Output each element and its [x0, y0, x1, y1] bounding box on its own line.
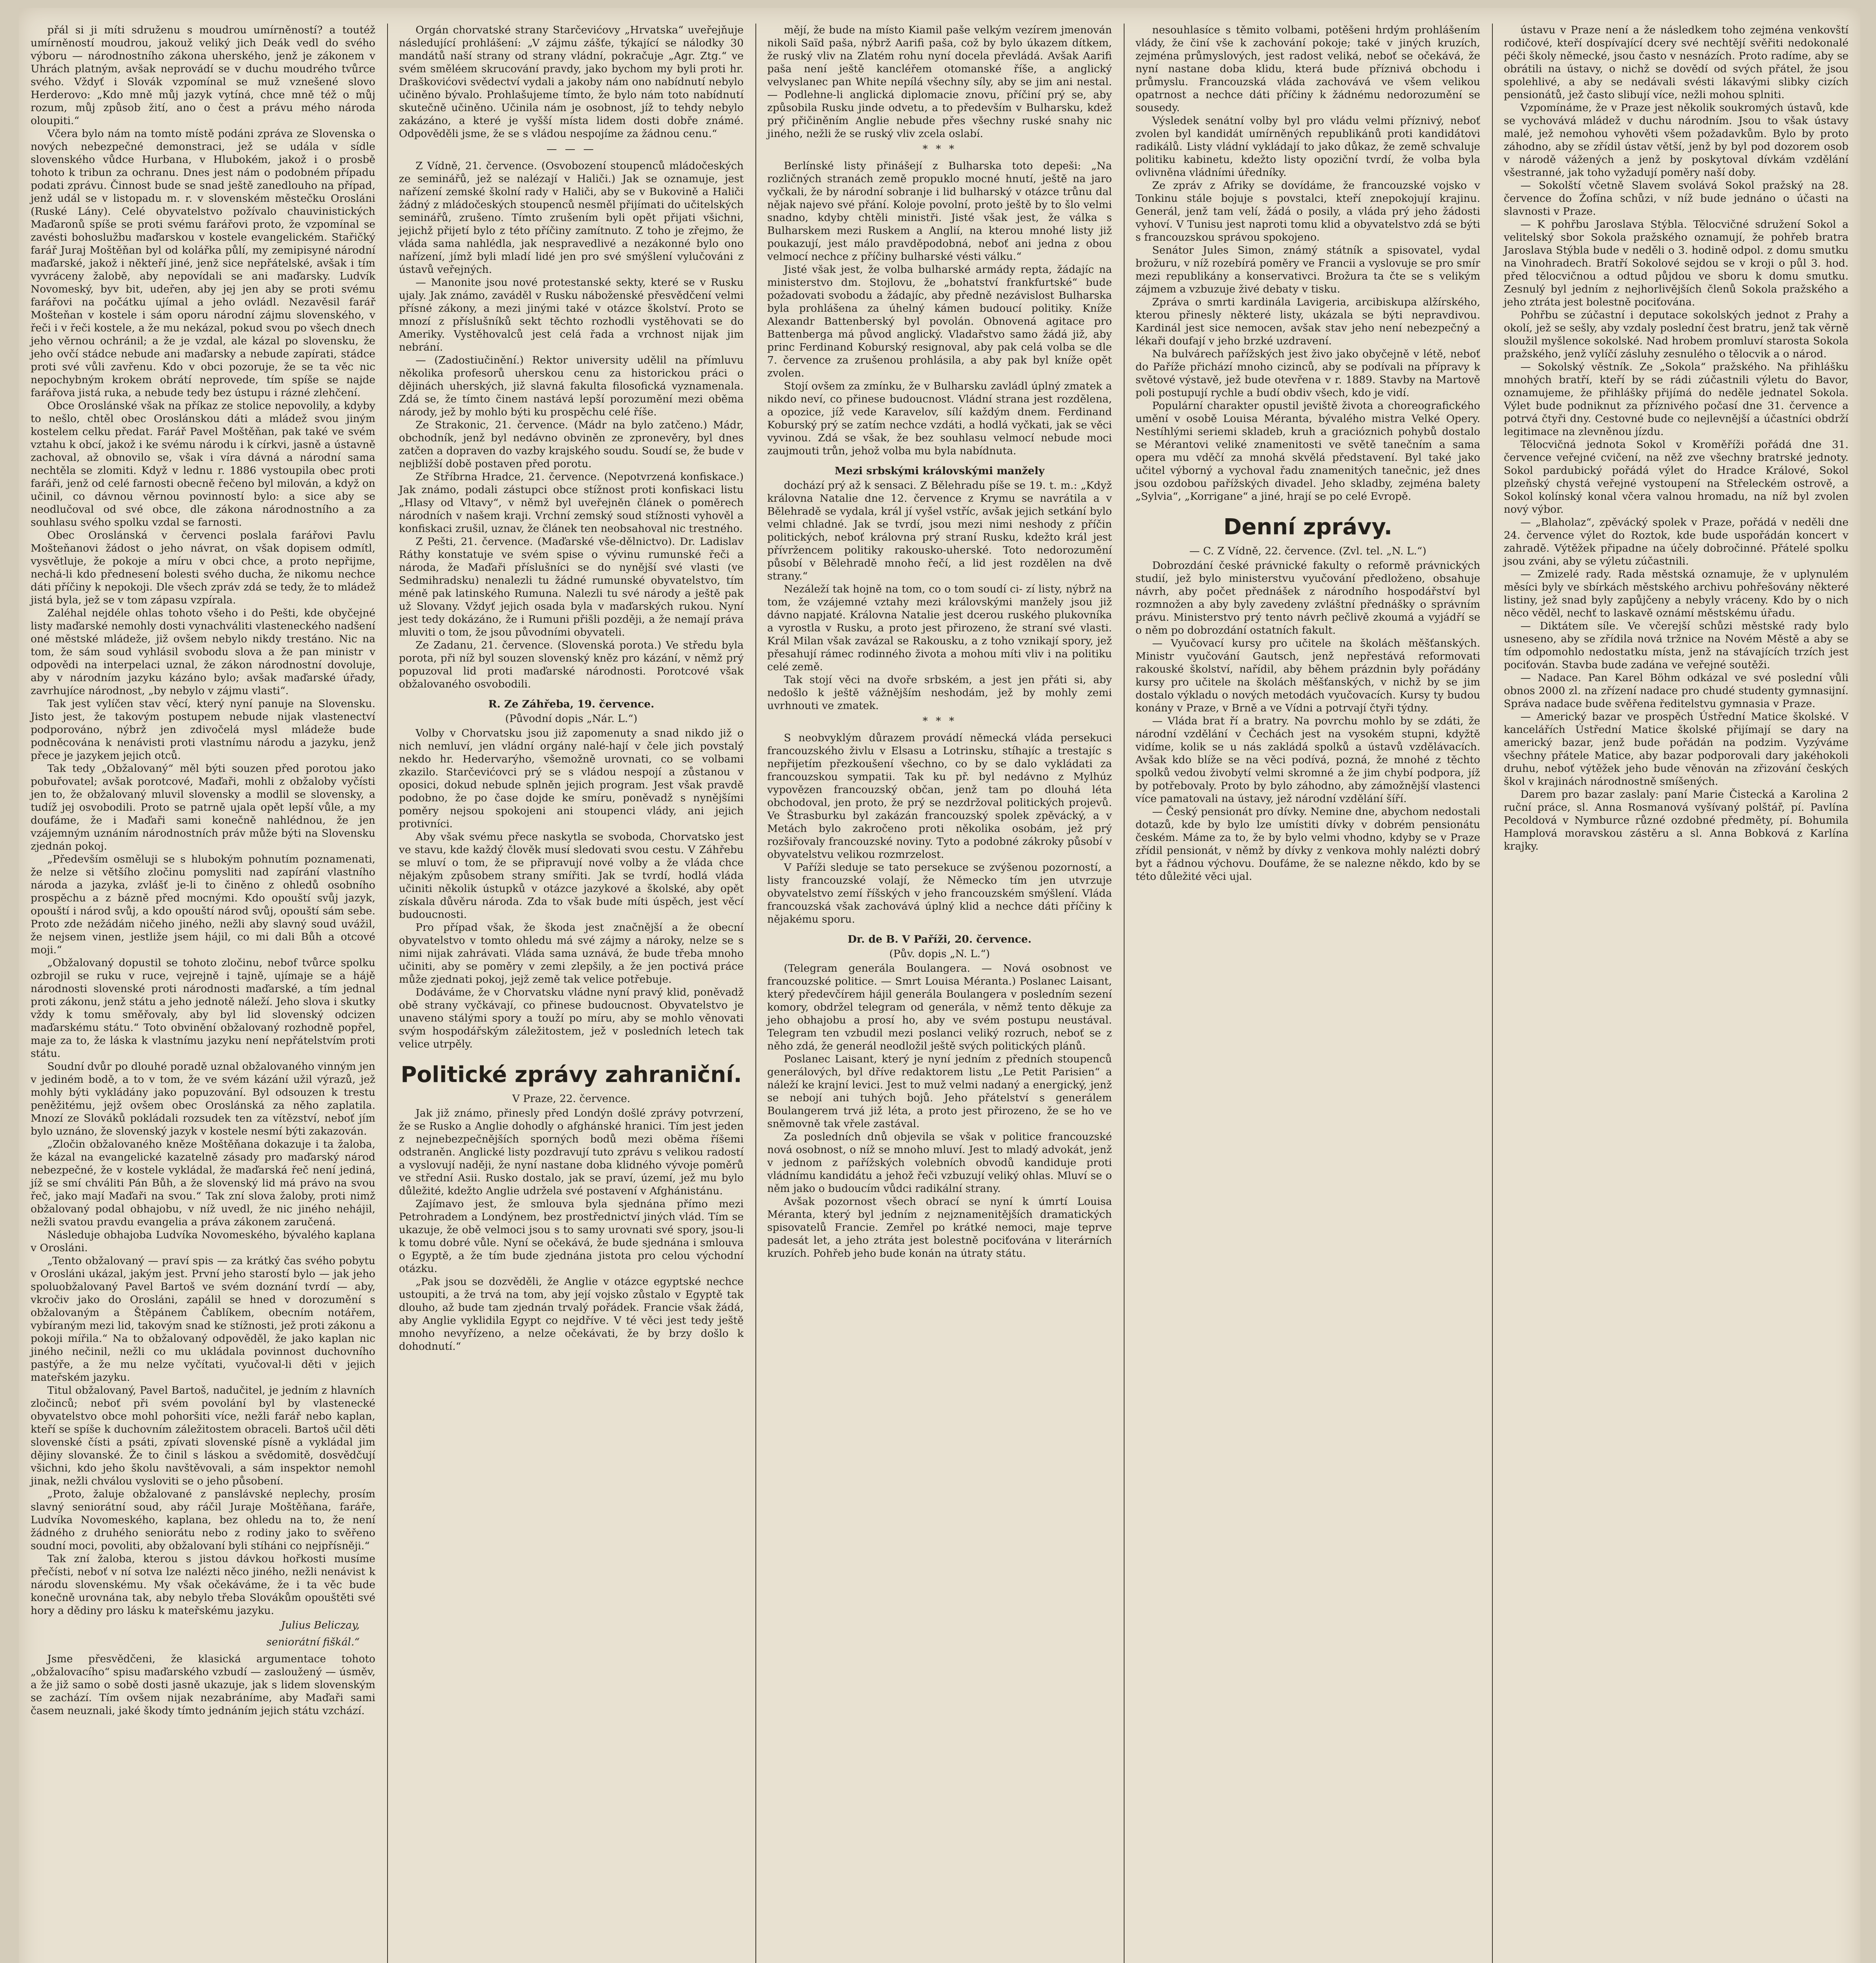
- article-paragraph: — Manonite jsou nové protestanské sekty, které se v Rusku ujaly. Jak známo, zaváděl v Rusku náboženské přesvědčení velmi přísné zákony, a mezi jinými také v otázce školství. Proto se mnozí z příslušníků sekt těchto rozhodli vystěhovati se do Ameriky. Vystěhovalců jest celá řada a vrchnost nijak jim nebrání.: [399, 276, 744, 353]
- article-paragraph: „Pak jsou se dozvěděli, že Anglie v otázce egyptské nechce ustoupiti, a že trvá na tom, aby její vojsko zůstalo v Egyptě tak dlouho, až bude tam zjednán trvalý pořádek. Francie však žádá, aby Anglie vyklidila Egypt co nejdříve. V té věci jest tedy ještě mnoho nevyřízeno, a nelze očekávati, že by brzy došlo k dohodnutí.“: [399, 1276, 744, 1353]
- article-paragraph: Zajímavo jest, že smlouva byla sjednána přímo mezi Petrohradem a Londýnem, bez prostřednictví jiných vlád. Tím se ukazuje, že obě velmoci jsou s to samy urovnati své spory, jsou-li k tomu dobré vůle. Nyní se očekává, že bude sjednána i smlouva o Egyptě, a že tím bude zjednána jistota pro celou východní otázku.: [399, 1198, 744, 1275]
- article-paragraph: Výsledek senátní volby byl pro vládu velmi příznivý, neboť zvolen byl kandidát umírněných republikánů proti kandidátovi radikálů. Listy vládní vykládají to jako důkaz, že země schvaluje politiku kabinetu, kdežto listy opoziční tvrdí, že volba byla ovlivněna vládními úředníky.: [1135, 115, 1480, 179]
- article-heading: Mezi srbskými královskými manžely: [834, 465, 1045, 477]
- article-paragraph: — K pohřbu Jaroslava Stýbla. Tělocvičné sdružení Sokol a velitelský sbor Sokola pražského oznamují, že pohřeb bratra Jaroslava Stýbla bude v neděli o 3. hodině odpol. z domu smutku na Vinohradech. Bratří Sokolové sejdou se v kroji o půl 3. hod. před tělocvičnou a odtud půjdou ve sboru k domu smutku. Zesnulý byl jedním z nejhorlivějších členů Sokola pražského a jeho ztráta jest bolestně pociťována.: [1504, 218, 1849, 308]
- column-1-text: [31, 24, 375, 1717]
- article-paragraph: — Sokolský věstník. Ze „Sokola“ pražského. Na přihlášku mnohých bratří, kteří by se rádi zúčastnili výletu do Bavor, oznamujeme, že přihlášky přijímá do neděle jednatel Sokola. Výlet bude podniknut za příznivého počasí dne 31. července a potrvá čtyři dny. Cestovné bude co nejlevnější a účastníci obdrží legitimace na zlevněnou jízdu.: [1504, 361, 1849, 438]
- signature: Julius Beliczay,: [281, 1619, 360, 1631]
- article-paragraph: — Český pensionát pro dívky. Nemine dne, abychom nedostali dotazů, kde by bylo lze umístiti dívky v dobrém pensionátu českém. Máme za to, že by bylo velmi vhodno, kdyby se v Praze zřídil pensionát, v němž by dívky z venkova mohly nalézti dobrý byt a řádnou výchovu. Doufáme, že se nalezne někdo, kdo by se této důležité věci ujal.: [1135, 806, 1480, 883]
- article-paragraph: — Vyučovací kursy pro učitele na školách měšťanských. Ministr vyučování Gautsch, jenž nepřestává reformovati rakouské školství, nařídil, aby během prázdnin byly pořádány kursy pro učitele na školách měšťanských, v nichž by se jim dostalo výkladu o nových metodách vyučovacích. Kursy ty budou konány v Praze, v Brně a ve Vídni a potrvají čtyři týdny.: [1135, 637, 1480, 714]
- article-paragraph: Obce Oroslánské však na příkaz ze stolice nepovolily, a kdyby to nešlo, chtěl obec Oroslánskou dáti a mládež svou jiným kostelem celku předat. Farář Pavel Moštěňan, pak také ve svém vztahu k obcí, jakož i ke svému národu i k církvi, jasně a ústavně zachoval, až obnovilo se, však i víra dávná a národní sama nechtěla se zlomiti. Když v lednu r. 1886 vystoupila obec proti faráři, jenž od celé farnosti obecně řečeno byl milován, a když on učinil, co dávnou věrnou povinností bylo: a sice aby se neodlučoval od své obce, dle zákona národnostního a za souhlasu svého spolku vzdal se farnosti.: [31, 400, 375, 528]
- section-heading: Politické zprávy zahraniční.: [400, 1062, 742, 1088]
- article-paragraph: dochází prý až k sensaci. Z Bělehradu píše se 19. t. m.: „Když královna Natalie dne 12. července z Krymu se navrátila a v Bělehradě se vydala, král jí vyšel vstříc, avšak jejich setkání bylo velmi chladné. Jak se tvrdí, jsou mezi nimi neshody z příčin politických, neboť královna prý straní Rusku, kdežto král jest přívržencem politiky rakousko-uherské. Toto nedorozumění působí v Bělehradě mnoho řečí, a lid jest rozdělen na dvě strany.“: [767, 479, 1112, 582]
- article-paragraph: Vzpomínáme, že v Praze jest několik soukromých ústavů, kde se vychovává mládež v duchu národním. Jsou to však ústavy malé, jež nemohou vyhověti všem požadavkům. Bylo by proto záhodno, aby se zřídil ústav větší, jenž by byl pod dozorem osob v národě vážených a jenž by poskytoval dívkám vzdělání všestranné, jak toho vyžadují poměry naší doby.: [1504, 102, 1849, 179]
- article-paragraph: Ze Strakonic, 21. července. (Mádr na bylo zatčeno.) Mádr, obchodník, jenž byl nedávno obviněn ze zpronevěry, byl dnes zatčen a dopraven do vazby krajského soudu. Soudí se, že bude v nejbližší době postaven před porotu.: [399, 419, 744, 470]
- article-paragraph: Soudní dvůr po dlouhé poradě uznal obžalovaného vinným jen v jediném bodě, a to v tom, že ve svém kázání užil výrazů, jež mohly býti vykládány jako popuzování. Byl odsouzen k trestu peněžitému, jejž ovšem obec Oroslánská za něho zaplatila. Mnozí ze Slováků pokládali rozsudek ten za vítězství, neboť jím bylo uznáno, že slovenský jazyk v kostele nesmí býti zakazován.: [31, 1060, 375, 1137]
- article-paragraph: Včera bylo nám na tomto místě podáni zpráva ze Slovenska o nových nebezpečné demonstraci, jež se udála v sídle slovenského vůdce Hurbana, v Hlubokém, jakož i o prosbě tohoto k tribun za ochranu. Dnes jest nám o podobném případu podati zprávu. Činnost bude se snad ještě zanedlouho na případ, jenž udál se v listopadu m. r. v slovenském městečku Orosláni (Ruské Lány). Celé obyvatelstvo požívalo chauvinistických Maďaronů spíše se proti svému farářovi proto, že vzpomínal se zavésti bohoslužbu maďarskou v kostele evangelickém. Stařičký farář Juraj Moštěňan byl od kolářka půlí, my zemipisyné národní maďarské, jakož i někteří jiné, jenž sice nepřátelské, avšak i tím vyvráceny žalobě, aby nepovídali se ani maďarsky. Ludvík Novomeský, byv bit, udeřen, aby jej jen aby se proti svému farářovi na počátku ujímal a jeho ovládl. Nezavěsil farář Mošteňan v kostele i sám oporu národní zájmu slovenského, v řeči i v řeči kostele, a že mu nekázal, pokud svou po všech dnech jeho věrnou ochránil; a že je vzdal, ale kázal po slovensku, že jeho ovčí stádce nebude ani maďarsky a nebude zapírati, stádce proti své vůli zavřenu. Kdo v obci pozoruje, že se ta věc nic nepochybným krokem obrátí neprovede, tím spíše se najde farářova jistá ruka, a nebude tedy bez ústupu i rázné zlehčení.: [31, 128, 375, 399]
- article-heading: R. Ze Záhřeba, 19. července.: [488, 698, 655, 710]
- article-paragraph: S neobvyklým důrazem provádí německá vláda persekuci francouzského živlu v Elsasu a Lotrinsku, stíhajíc a trestajíc s nepřijetím přezkoušení všechno, co by se dalo vykládati za francouzskou sympatii. Tak ku př. byl nedávno z Mylhúz vypovězen francouzský občan, jenž tam po dlouhá léta obchodoval, jen proto, že prý se nezdržoval politických projevů. Ve Štrasburku byl zakázán francouzský spolek zpěvácký, a v Metách bylo zakročeno proti několika osobám, jež prý rozšiřovaly francouzské noviny. Tyto a podobné zákroky působí v obyvatelstvu velikou rozmrzelost.: [767, 732, 1112, 861]
- article-paragraph: — Zmizelé rady. Rada městská oznamuje, že v uplynulém měsíci byly ve sbírkách městského archivu pohřešovány některé listiny, jež snad byly zapůjčeny a nebyly vráceny. Kdo by o nich něco věděl, nechť to laskavě oznámí městskému úřadu.: [1504, 568, 1849, 619]
- article-paragraph: — Vláda brat ří a bratry. Na povrchu mohlo by se zdáti, že národní vzdělání v Čechách jest na vysokém stupni, kdyžtě vidíme, kolik se u nás zakládá spolků a ústavů vzdělávacích. Avšak kdo blíže se na věci podívá, pozná, že mnohé z těchto spolků vedou živobytí velmi skromné a že jim chybí podpora, jíž by potřebovaly. Proto by bylo záhodno, aby zámožnější vlastenci více pamatovali na ústavy, jež národní vzdělání šíří.: [1135, 715, 1480, 805]
- article-paragraph: Z Vídně, 21. července. (Osvobození stoupenců mládočeských ze seminářů, jež se nalézají v Haliči.) Jak se oznamuje, jest nařízení zemské školní rady v Haliči, aby se v Bukovině a Haliči žádný z mládočeských stoupenců nesměl přijímati do učitelských seminářů, zrušeno. Tímto zrušením byli opět přijati všichni, jejichž přijetí bylo z této příčiny zamítnuto. Z toho je zřejmo, že vláda sama nahlédla, jak nespravedlivé a nezákonné bylo ono nařízení, jímž byli mladí lidé jen pro své smýšlení vylučováni z ústavů veřejných.: [399, 160, 744, 276]
- article-paragraph: přál si ji míti sdruženu s moudrou umírněností? a toutéž umírněností moudrou, jakouž veliký jich Deák vedl do svého výboru — národnostního zákona uherského, jenž je zákonem v Uhrách platným, avšak neprovádí se v duchu moudrého tvůrce svého. Vždyť i Slovák vzpomínal se muž vznešené slovo Herderovo: „Kdo mně můj jazyk vytíná, chce mně též o můj rozum, můj způsob žití, ano o čest a právu mého národa oloupiti.“: [31, 24, 375, 127]
- article-paragraph: Tělocvičná jednota Sokol v Kroměříži pořádá dne 31. července veřejné cvičení, na něž zve všechny bratrské jednoty. Sokol pardubický pořádá výlet do Hradce Králové, Sokol plzeňský chystá veřejné vystoupení na Střeleckém ostrově, a Sokol kolínský konal včera valnou hromadu, na níž byl zvolen nový výbor.: [1504, 439, 1849, 515]
- article-paragraph: „Zločin obžalovaného kněze Moštěňana dokazuje i ta žaloba, že kázal na evangelické kazatelně zásady pro maďarský národ nebezpečné, že v kostele vykládal, že maďarská řeč není jediná, jíž se smí chváliti Pán Bůh, a že slovenský lid má právo na svou řeč, jako mají Maďaři na svou.“ Tak zní slova žaloby, proti nimž obžalovaný podal obhajobu, v níž uvedl, že nic jiného nehájil, nežli svatou pravdu evangelia a práva zákonem zaručená.: [31, 1138, 375, 1228]
- article-paragraph: Pohřbu se zúčastní i deputace sokolských jednot z Prahy a okolí, jež se sešly, aby vzdaly poslední čest bratru, jenž tak věrně sloužil myšlence sokolské. Nad hrobem promluví starosta Sokola pražského, jenž vylíčí zásluhy zesnulého o tělocvik a o národ.: [1504, 309, 1849, 360]
- article-paragraph: Orgán chorvatské strany Starčevićovy „Hrvatska“ uveřejňuje následující prohlášení: „V zájmu zášťe, týkající se nálodky 30 mandátů naší strany od strany vládní, pokračuje „Agr. Ztg.“ ve svém směléem skrucování pravdy, jako bychom my byli proti hr. Draškovićovi svědectví vydali a jakoby nám ono nabídnutí nebylo učiněno bývalo. Prohlašujeme tímto, že bylo nám toto nabídnutí skutečně učiněno. Učinila nám je osobnost, jíž to tehdy nebylo zakázáno, a které je vyšší místa lidem dosti dobře známé. Odpověděli jsme, že se s vládou nespojíme za žádnou cenu.“: [399, 24, 744, 140]
- article-paragraph: Obec Oroslánská v červenci poslala farářovi Pavlu Mošteňanovi žádost o jeho návrat, on však dopisem odmítl, vysvětluje, že pokoje a míru v obci chce, a proto nepřijme, nechá-li kdo přednesení bolesti svého ducha, že nikomu nechce dáti příčiny k nepokoji. Dle všech zpráv zdá se tedy, že to mládež jistá byla, jež se v tom zápasu vzpírala.: [31, 529, 375, 606]
- column-4: [1124, 24, 1492, 1963]
- section-divider: * * *: [922, 715, 957, 727]
- article-paragraph: mějí, že bude na místo Kiamil paše velkým vezírem jmenován nikoli Saïd paša, nýbrž Aarifi paša, což by bylo úkazem dítkem, že ruský vliv na Zlatém rohu nyní docela převládá. Avšak Aarifi paša není ještě kancléřem otomanské říše, a anglický velvyslanec pan White nepílá všechny síly, aby se jim ani nestal. — Podlehne-li anglická diplomacie znovu, příčiní prý se, aby způsobila Rusku jinde odvetu, a to především v Bulharsku, kdež prý přičiněním Anglie nebude přes všechny ruské snahy nic jiného, nežli že se ruský vliv zcela oslabí.: [767, 24, 1112, 140]
- article-paragraph: Ze Stříbrna Hradce, 21. července. (Nepotvrzená konfiskace.) Jak známo, podali zástupci obce stížnost proti konfiskaci listu „Hlasy od Vltavy“, v němž byl uveřejněn článek o poměrech národních v našem kraji. Vrchní zemský soud stížnosti vyhověl a konfiskaci zrušil, uznav, že článek ten neobsahoval nic trestného.: [399, 471, 744, 535]
- article-paragraph: nesouhlasíce s těmito volbami, potěšeni hrdým prohlášením vlády, že činí vše k zachování pokoje; také v jiných kruzích, zejména průmyslových, jest radost veliká, neboť se očekává, že nyní nastane doba klidu, která bude příznivá obchodu i průmyslu. Francouzská vláda zachovává ve všem velikou opatrnost a nechce dáti příčiny k žádnému nedorozumění se sousedy.: [1135, 24, 1480, 114]
- newspaper-page: [19, 8, 1860, 1963]
- article-paragraph: „Tento obžalovaný — praví spis — za krátký čas svého pobytu v Orosláni ukázal, jakým jest. První jeho starostí bylo — jak jeho spoluobžalovaný Pavel Bartoš ve svém doznání tvrdí — aby, vkročiv jako do Orosláni, zapálil se hned v dorozumění s obžalovaným a Štěpánem Čablíkem, obecním notářem, vybíraným mezi lid, takovým snad ke stížnosti, jež proti zákonu a pokoji mířila.“ Na to obžalovaný odpověděl, že jako kaplan nic jiného nečinil, nežli co mu ukládala povinnost duchovního pastýře, a že mu nelze vyčítati, vyučoval-li děti v jejich mateřském jazyku.: [31, 1255, 375, 1384]
- article-paragraph: — Sokolští včetně Slavem svolává Sokol pražský na 28. července do Žofína schůzi, v níž bude jednáno o účasti na slavnosti v Praze.: [1504, 179, 1849, 218]
- article-paragraph: Populární charakter opustil jeviště života a choreografického umění v osobě Louisa Méranta, bývalého mistra Velké Opery. Nestíhlými seriemi skladeb, kruh a gracióznich pohybů dostalo se Mérantovi veliké znamenitosti ve světě tanečním a sama opera mu vděčí za mnohá skvělá představení. Byl také jako učitel výborný a vychoval řadu znamenitých tanečnic, jež dnes jsou ozdobou pařížských divadel. Jeho skladby, zejména balety „Sylvia“, „Korrigane“ a jiné, hrají se po celé Evropě.: [1135, 400, 1480, 503]
- article-heading: Dr. de B. V Paříži, 20. července.: [847, 933, 1032, 945]
- article-paragraph: (Telegram generála Boulangera. — Nová osobnost ve francouzské politice. — Smrt Louisa Méranta.) Poslanec Laisant, který předevčírem hájil generála Boulangera v posledním sezení komory, obdržel telegram od generála, v němž tento děkuje za jeho obhajobu a prosí ho, aby ve svém postupu neustával. Telegram ten vzbudil mezi poslanci veliký rozruch, neboť se z něho zdá, že generál neodložil ještě svých politických plánů.: [767, 962, 1112, 1052]
- article-paragraph: Nezáleží tak hojně na tom, co o tom soudí ci- zí listy, nýbrž na tom, že vzájemné vztahy mezi královskými manžely jsou již dávno napjaté. Královna Natalie jest dcerou ruského plukovníka a vyrostla v Rusku, a proto jest přirozeno, že straní své vlasti. Král Milan však zavázal se Rakousku, a z toho vznikají spory, jež přesahují rámec rodinného života a mohou míti vliv i na politiku celé země.: [767, 583, 1112, 673]
- article-paragraph: „Proto, žaluje obžalované z panslávské neplechy, prosím slavný seniorátní soud, aby ráčil Juraje Moštěňana, faráře, Ludvíka Novomeského, kaplana, bez ohledu na to, že není žádného z druhého seniorátu nebo z rodiny jako to svěřeno soudní moci, povoliti, aby obžalovaní byli stíháni co nejpřísněji.“: [31, 1488, 375, 1552]
- article-paragraph: — Diktátem síle. Ve včerejší schůzi městské rady bylo usneseno, aby se zřídila nová tržnice na Novém Městě a aby se tím odpomohlo nedostatku místa, jenž na stávajících trzích jest pociťován. Stavba bude zadána ve veřejné soutěži.: [1504, 620, 1849, 671]
- article-paragraph: Dodáváme, že v Chorvatsku vládne nyní pravý klid, poněvadž obě strany vyčkávají, co přinese budoucnost. Obyvatelstvo je unaveno stálými spory a touží po míru, aby se mohlo věnovati svým hospodářským záležitostem, jež v posledních letech tak velice utrpěly.: [399, 986, 744, 1050]
- column-1: [19, 24, 387, 1963]
- article-paragraph: Ze Zadanu, 21. července. (Slovenská porota.) Ve středu byla porota, při níž byl souzen slovenský kněz pro kázání, v němž prý popuzoval lid proti maďarské národnosti. Porotcové však obžalovaného osvobodili.: [399, 639, 744, 690]
- section-divider: — — —: [546, 143, 596, 155]
- article-paragraph: Zpráva o smrti kardinála Lavigeria, arcibiskupa alžírského, kterou přinesly některé listy, ukázala se býti nepravdivou. Kardinál jest sice nemocen, avšak stav jeho není nebezpečný a lékaři doufají v jeho brzké uzdravení.: [1135, 296, 1480, 347]
- article-paragraph: Pro případ však, že škoda jest značnější a že obecní obyvatelstvo v tomto ohledu má své zájmy a nároky, nelze se s nimi nijak zahrávati. Vláda sama uznává, že bude třeba mnoho učiniti, aby se poměry v zemi zlepšily, a že jen poctivá práce může zjednati pokoj, jejž země tak velice potřebuje.: [399, 921, 744, 985]
- column-3-text: [767, 24, 1112, 1260]
- article-paragraph: — Americký bazar ve prospěch Ústřední Matice školské. V kancelářích Ústřední Matice školské přijímají se dary na americký bazar, jenž bude pořádán na podzim. Vyzýváme všechny přátele Matice, aby bazar podporovali dary jakéhokoli druhu, neboť výtěžek jeho bude věnován na zřizování českých škol v krajinách národnostně smíšených.: [1504, 711, 1849, 788]
- article-paragraph: Avšak pozornost všech obrací se nyní k úmrtí Louisa Méranta, který byl jedním z nejznamenitějších dramatických spisovatelů Francie. Zemřel po krátké nemoci, maje teprve padesát let, a jeho ztráta jest bolestně pociťována v literárních kruzích. Pohřeb jeho bude konán na útraty státu.: [767, 1195, 1112, 1259]
- dateline: (Původní dopis „Nár. L.“): [505, 713, 638, 725]
- article-paragraph: Na bulvárech pařížských jest živo jako obyčejně v létě, neboť do Paříže přichází mnoho cizinců, aby se podívali na přípravy k světové výstavě, jež bude otevřena v r. 1889. Stavby na Martově poli postupují rychle a budí obdiv všech, kdo je vidí.: [1135, 348, 1480, 399]
- article-paragraph: Titul obžalovaný, Pavel Bartoš, nadučitel, je jedním z hlavních zločinců; neboť při svém povolání byl by vlastenecké obyvatelstvo obce mohl pohoršiti více, nežli farář nebo kaplan, kteří se spíše k duchovním záležitostem obraceli. Bartoš učil děti slovenské čísti a psáti, zpívati slovenské písně a vykládal jim dějiny slovanské. Že to činil s láskou a svědomitě, dosvědčují všichni, kdo jeho školu navštěvovali, a sám inspektor nemohl jinak, nežli chválou vysloviti se o jeho působení.: [31, 1384, 375, 1487]
- dateline: V Praze, 22. července.: [512, 1093, 631, 1105]
- article-paragraph: Tak stojí věci na dvoře srbském, a jest jen přáti si, aby nedošlo k ještě vážnějším neshodám, jež by mohly zemi uvrhnouti ve zmatek.: [767, 674, 1112, 712]
- column-5-text: [1504, 24, 1849, 853]
- dateline: (Pův. dopis „N. L.“): [889, 948, 990, 960]
- article-paragraph: Zaléhal nejdéle ohlas tohoto všeho i do Pešti, kde obyčejné listy maďarské nemohly dosti vynachváliti vlasteneckého nadšení oné městské mládeže, již ovšem nebylo nikdy trestáno. Nic na tom, že sám soud vyhlásil svobodu slova a že pan ministr v odpovědi na interpelaci uznal, že zákon národnostní dovoluje, aby v národním jazyku kázáno bylo; avšak maďarské úřady, zavrhujíce národnost, „by nebylo v zájmu vlasti“.: [31, 607, 375, 697]
- dateline: — C. Z Vídně, 22. července. (Zvl. tel. „N. L.“): [1189, 545, 1426, 557]
- article-paragraph: Poslanec Laisant, který je nyní jedním z předních stoupenců generálových, byl dříve redaktorem listu „Le Petit Parisien“ a náleží ke krajní levici. Jest to muž velmi nadaný a energický, jenž se nebojí ani tuhých bojů. Jeho přátelství s generálem Boulangerem trvá již léta, a proto jest přirozeno, že se ho ve sněmovně tak vřele zastával.: [767, 1053, 1112, 1130]
- column-3: [755, 24, 1124, 1963]
- article-paragraph: Tak zní žaloba, kterou s jistou dávkou hořkosti musíme přečísti, neboť v ní sotva lze nalézti něco jiného, nežli nenávist k národu slovenskému. My však očekáváme, že i ta věc bude konečně urovnána tak, aby nebylo třeba Slovákům opouštěti své hory a dědiny pro lásku k mateřskému jazyku.: [31, 1553, 375, 1617]
- signature: seniorátní fiškál.“: [266, 1636, 360, 1648]
- article-paragraph: Darem pro bazar zaslaly: paní Marie Čistecká a Karolina 2 ruční práce, sl. Anna Rosmanová vyšívaný polštář, pí. Pavlína Pecoldová v Nymburce různé ozdobné předměty, pí. Bohumila Hamplová moravskou zástěru a sl. Anna Bobková z Karlína krajky.: [1504, 788, 1849, 852]
- article-paragraph: Tak jest vylíčen stav věcí, který nyní panuje na Slovensku. Jisto jest, že takovým postupem nebude nijak vlastenectví podporováno, nýbrž jen zdivočelá mysl mládeže bude podněcována k nenávisti proti vlastnímu národu a jazyku, jenž přece je jazykem jejich otců.: [31, 698, 375, 762]
- article-paragraph: Následuje obhajoba Ludvíka Novomeského, bývalého kaplana v Orosláni.: [31, 1229, 375, 1254]
- article-paragraph: — „Blaholaz“, zpěvácký spolek v Praze, pořádá v neděli dne 24. července výlet do Roztok, kde bude uspořádán koncert v zahradě. Výtěžek připadne na účely dobročinné. Přátelé spolku jsou zváni, aby se výletu zúčastnili.: [1504, 516, 1849, 567]
- article-paragraph: Senátor Jules Simon, známý státník a spisovatel, vydal brožuru, v níž rozebírá poměry ve Francii a vyslovuje se pro smír mezi republikány a konservativci. Brožura ta čte se s velikým zájmem a vzbuzuje živé debaty v tisku.: [1135, 244, 1480, 295]
- article-paragraph: Volby v Chorvatsku jsou již zapomenuty a snad nikdo již o nich nemluví, jen vládní orgány nalé-hají v čele jich povstalý nekdo hr. Hedervarýho, všemožně urovnati, co se volbami zkazilo. Starčevićovci prý se s vládou nespojí a zůstanou v oposici, dokud nebude splněn jejich program. Jest však pravdě podobno, že po čase dojde ke smíru, poněvadž s nynějšími poměry nejsou spokojeni ani stoupenci vlády, ani jejich protivníci.: [399, 727, 744, 830]
- column-2: [387, 24, 755, 1963]
- article-paragraph: Za posledních dnů objevila se však v politice francouzské nová osobnost, o níž se mnoho mluví. Jest to mladý advokát, jenž v jednom z pařížských volebních obvodů kandiduje proti vládnímu kandidátu a jehož řeči vzbuzují veliký ohlas. Mluví se o něm jako o budoucím vůdci radikální strany.: [767, 1131, 1112, 1195]
- article-paragraph: — Nadace. Pan Karel Böhm odkázal ve své poslední vůli obnos 2000 zl. na zřízení nadace pro chudé studenty gymnasijní. Správa nadace bude svěřena ředitelstvu gymnasia v Praze.: [1504, 672, 1849, 710]
- column-2-text: [399, 24, 744, 1353]
- article-paragraph: Dobrozdání české právnické fakulty o reformě právnických studií, jež bylo ministerstvu vyučování předloženo, obsahuje návrh, aby počet přednášek z národního hospodářství byl rozmnožen a aby byly zavedeny zvláštní přednášky o správním právu. Ministerstvo prý tento návrh pečlivě zkoumá a vyjádří se o něm po dobrozdání ostatních fakult.: [1135, 559, 1480, 636]
- article-paragraph: „Především osměluji se s hlubokým pohnutím poznamenati, že nelze si většího zločinu pomysliti nad zapírání vlastního národa a jazyka, zvlášť je-li to činěno z ohledů osobního prospěchu a z bázně před mocnými. Kdo opouští svůj jazyk, opouští i národ svůj, a kdo opouští národ svůj, opouští sám sebe. Proto zde nežádám ničeho jiného, nežli aby slavný soud uvážil, že nejsem vinen, jestliže jsem hájil, co mi dali Bůh a otcové moji.“: [31, 853, 375, 956]
- article-paragraph: Berlínské listy přinášejí z Bulharska toto depeši: „Na rozličných stranách země propuklo mocné hnutí, ještě na jaro vyčkali, že by národní sobranje i lid bulharský v otázce trůnu dal nějak najevo své přání. Koloje povolní, proto ještě by to šlo velmi snadno, kdyby chtěli ministři. Jisté však jest, že válka s Bulharskem mezi Ruskem a Anglií, na kterou mnohé listy již poukazují, jest málo pravděpodobná, neboť ani jedna z obou velmocí nechce z příčiny bulharské vésti válku.“: [767, 160, 1112, 263]
- article-paragraph: Jak již známo, přinesly před Londýn došlé zprávy potvrzení, že se Rusko a Anglie dohodly o afghánské hranici. Tím jest jeden z nejnebezpečnějších sporných bodů mezi oběma říšemi odstraněn. Anglické listy pozdravují tuto zprávu s velikou radostí a vyslovují naději, že nyní nastane doba klidného vývoje poměrů ve střední Asii. Rusko dostalo, jak se praví, území, jež mu bylo důležité, kdežto Anglie udržela své postavení v Afghánistánu.: [399, 1107, 744, 1197]
- section-divider: * * *: [922, 143, 957, 155]
- article-paragraph: „Obžalovaný dopustil se tohoto zločinu, nebof tvůrce spolku ozbrojil se ruku v ruce, vejrejně i tajně, ujímaje se a hájě národnosti slovenské proti národnosti maďarské, a tím jednal proti zákonu, jenž státu a jeho jednotě náleží. Jeho slova i skutky vždy k tomu směřovaly, aby byl lid slovenský odcizen maďarskému státu.“ Toto obvinění obžalovaný rozhodně popřel, maje za to, že láska k vlastnímu jazyku není nepřátelstvím proti státu.: [31, 957, 375, 1060]
- article-paragraph: ústavu v Praze není a že následkem toho zejména venkovští rodičové, kteří dospívající dcery své nechtějí svěřiti nedokonalé péči školy německé, jsou často v nesnázích. Proto radíme, aby se obrátili na ústavy, o nichž se dovědí od svých přátel, že jsou spolehlivé, a aby se nedávali svésti lákavými slibky cizích pensionátů, jež často slibují více, nežli mohou splniti.: [1504, 24, 1849, 101]
- article-paragraph: Jsme přesvědčeni, že klasická argumentace tohoto „obžalovacího“ spisu maďarského vzbudí — zasloužený — úsměv, a že již samo o sobě dosti jasně ukazuje, jak s lidem slovenským se zachází. Tím ovšem nijak nezabráníme, aby Maďaři sami časem neuznali, jaké škody tímto jednáním jejich státu vzchází.: [31, 1653, 375, 1717]
- article-paragraph: Stojí ovšem za zmínku, že v Bulharsku zavládl úplný zmatek a nikdo neví, co přinese budoucnost. Vládní strana jest rozdělena, a opozice, jíž vede Karavelov, sílí každým dnem. Ferdinand Koburský prý se zatím nechce vzdáti, a hodlá vyčkati, jak se věci vyvinou. Zdá se však, že bez souhlasu velmocí nebude moci zaujmouti trůn, jehož volba mu byla nabídnuta.: [767, 380, 1112, 457]
- article-paragraph: Tak tedy „Obžalovaný“ měl býti souzen před porotou jako pobuřovatel; avšak porotcové, Maďaři, mohli z obžaloby vyčísti jen to, že obžalovaný mluvil slovensky a modlil se slovensky, a tudíž jej osvobodili. Proto se patrně ujala opět lepší vůle, a my doufáme, že i Maďaři sami konečně nahlédnou, že jen vzájemným uznáním národnostních práv může býti na Slovensku zjednán pokoj.: [31, 762, 375, 852]
- section-heading: Denní zprávy.: [1223, 514, 1393, 540]
- article-paragraph: Z Pešti, 21. července. (Maďarské vše-dělnictvo). Dr. Ladislav Ráthy konstatuje ve svém spise o vývinu rumunské řeči a národa, že Maďaři příslušníci se do nynější své vlasti (ve Sedmihradsku) nenalezli tu žádné rumunské obyvatelstvo, tím méně pak latinského Rumuna. Nalezli tu své národy a ještě pak už Slovany. Vždyť jejich osada byla v maďarských rukou. Nyní jest tedy dokázáno, že i Rumuni přišli později, a že nemají práva mluviti o tom, že jsou původními obyvateli.: [399, 536, 744, 638]
- article-paragraph: Ze zpráv z Afriky se dovídáme, že francouzské vojsko v Tonkinu stále bojuje s povstalci, kteří znepokojují krajinu. Generál, jenž tam velí, žádá o posily, a vláda prý jeho žádosti vyhoví. V Tunisu jest naproti tomu klid a obyvatelstvo zdá se býti s francouzskou správou spokojeno.: [1135, 179, 1480, 243]
- article-paragraph: — (Zadostiučinění.) Rektor university udělil na přímluvu několika profesorů uherskou cenu za historickou práci o dějinách uherských, již slavná fakulta filosofická vyznamenala. Zdá se, že tímto činem nastává lepší porozumění mezi oběma národy, jež by mohlo býti ku prospěchu celé říše.: [399, 354, 744, 418]
- article-paragraph: Jisté však jest, že volba bulharské armády repta, žádajíc na ministerstvo dm. Stojlovu, že „bohatství frankfurtské“ bude požadovati svobodu a žádajíc, aby předně nezávislost Bulharska byla prohlášena za úhelný kámen budoucí politiky. Kníže Alexandr Battenberský byl povolán. Obnovená agitace pro Battenberga má původ anglický. Vladařstvo samo žádá již, aby princ Ferdinand Koburský resignoval, aby pak celá volba se dle 7. července za zrušenou prohlásila, a aby pak byl kníže opět zvolen.: [767, 263, 1112, 379]
- column-4-text: [1135, 24, 1480, 883]
- article-paragraph: V Paříži sleduje se tato persekuce se zvýšenou pozorností, a listy francouzské volají, že Německo tím jen utvrzuje obyvatelstvo zemí říšských v jeho francouzském smýšlení. Vláda francouzská však zachovává úplný klid a nechce dáti příčiny k nějakému sporu.: [767, 861, 1112, 925]
- article-paragraph: Aby však svému přece naskytla se svoboda, Chorvatsko jest ve stavu, kde každý člověk musí sledovati svou cestu. V Záhřebu se mluví o tom, že se připravují nové volby a že vláda chce nějakým způsobem strany smířiti. Jak se tvrdí, hodlá vláda učiniti několik ústupků v otázce jazykové a školské, aby opět získala důvěru národa. Zda to však bude míti úspěch, jest věcí budoucnosti.: [399, 831, 744, 921]
- column-5: [1492, 24, 1860, 1963]
